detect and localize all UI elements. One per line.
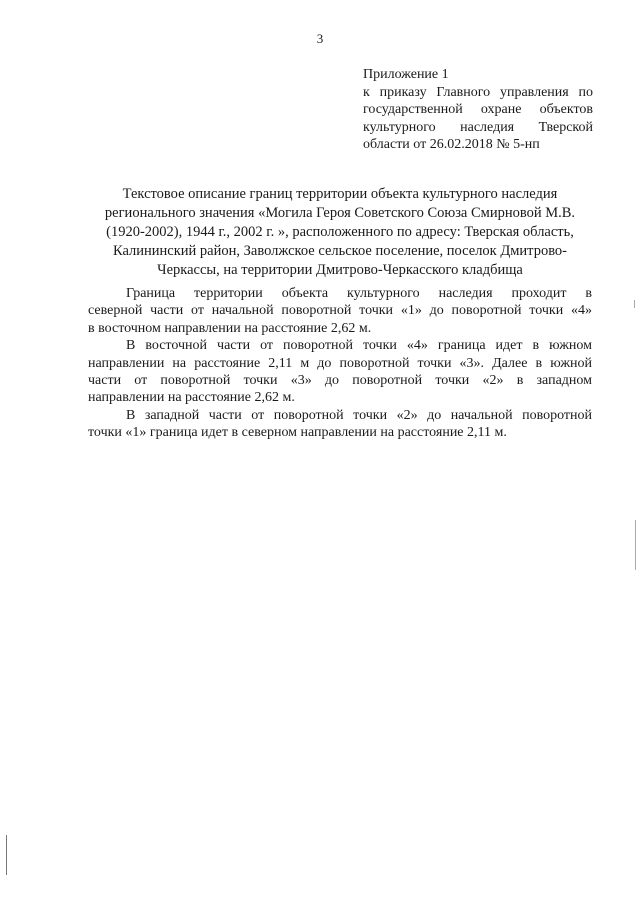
scan-edge-mark bbox=[635, 520, 636, 570]
paragraph-line: В западной части от поворотной точки «2» до начальной поворотной bbox=[126, 407, 592, 423]
title-line: Текстовое описание границ территории объекта культурного наследия bbox=[122, 186, 558, 202]
paragraph-line: части от поворотной точки «3» до поворотной точки «2» в западном bbox=[88, 373, 592, 389]
appendix-line: культурного наследия Тверской bbox=[363, 119, 593, 135]
title-line: Калининский район, Заволжское сельское поселение, поселок Дмитрово- bbox=[112, 243, 568, 259]
page-number: 3 bbox=[316, 31, 324, 46]
title-line: Черкассы, на территории Дмитрово-Черкасского кладбища bbox=[157, 262, 523, 278]
paragraph bbox=[88, 337, 592, 407]
title-line: регионального значения «Могила Героя Советского Союза Смирновой М.В. bbox=[104, 205, 576, 221]
paragraph bbox=[88, 407, 592, 442]
paragraph-line: Граница территории объекта культурного наследия проходит в bbox=[126, 286, 592, 301]
title-line: (1920-2002), 1944 г., 2002 г. », расположенного по адресу: Тверская область, bbox=[106, 224, 574, 240]
document-title bbox=[60, 185, 620, 280]
paragraph-line: направлении на расстояние 2,62 м. bbox=[88, 390, 295, 406]
paragraph-line: северной части от начальной поворотной точки «1» до поворотной точки «4» bbox=[88, 303, 592, 319]
document-body bbox=[88, 285, 592, 442]
scan-edge-mark bbox=[6, 835, 7, 875]
appendix-line: Приложение 1 bbox=[363, 67, 449, 82]
appendix-line: к приказу Главного управления по bbox=[363, 84, 593, 100]
paragraph-line: направлении на расстояние 2,11 м до поворотной точки «3». Далее в южной bbox=[88, 355, 592, 371]
appendix-header bbox=[363, 66, 593, 154]
appendix-line: области от 26.02.2018 № 5-нп bbox=[363, 137, 540, 152]
appendix-line: государственной охране объектов bbox=[363, 102, 593, 117]
paragraph-line: В восточной части от поворотной точки «4» граница идет в южном bbox=[126, 338, 592, 354]
paragraph bbox=[88, 285, 592, 337]
paragraph-line: в восточном направлении на расстояние 2,62 м. bbox=[88, 320, 372, 336]
scan-edge-mark bbox=[634, 300, 635, 308]
paragraph-line: точки «1» граница идет в северном направлении на расстояние 2,11 м. bbox=[88, 425, 507, 441]
